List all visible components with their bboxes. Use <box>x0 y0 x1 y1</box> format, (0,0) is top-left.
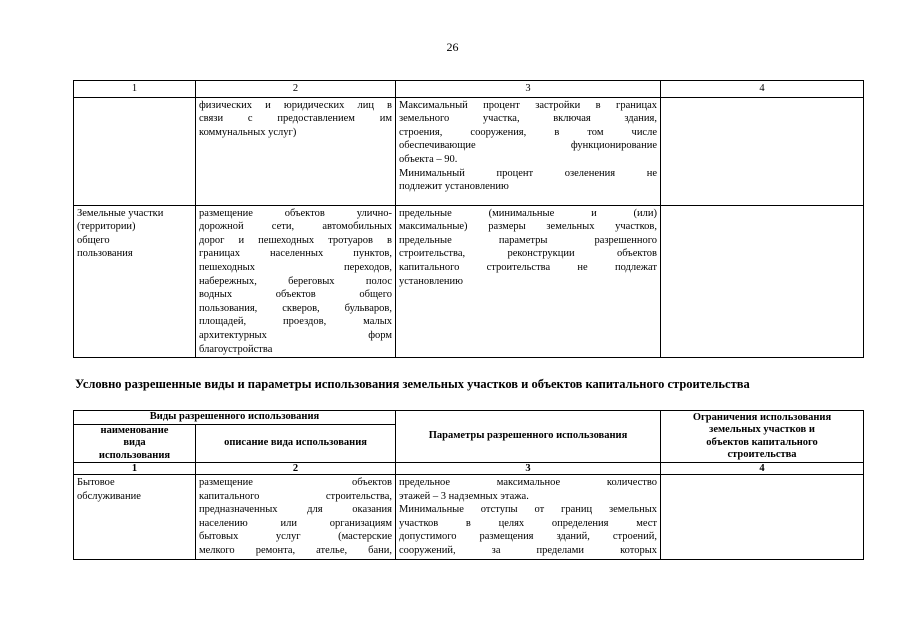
header-line: использования <box>98 449 171 461</box>
table-cell-restrictions <box>661 205 864 358</box>
permitted-uses-table <box>73 80 864 358</box>
cell-line: благоустройства <box>199 343 273 355</box>
table-cell-use-description <box>196 97 396 205</box>
cell-line: коммунальных услуг) <box>199 126 297 138</box>
table-cell-restrictions <box>661 97 864 205</box>
column-number-1: 1 <box>74 81 196 98</box>
cell-line: Максимальный процент застройки в границах <box>399 99 657 111</box>
cell-line: подлежит установлению <box>399 181 509 193</box>
column-number-3: 3 <box>396 463 661 475</box>
table-cell-restrictions <box>661 475 864 560</box>
table-cell-parameters <box>396 475 661 560</box>
table-cell-use-name <box>74 205 196 358</box>
cell-line: предназначенных для оказания <box>199 504 393 516</box>
cell-line: границах населенных пунктов, <box>199 248 392 260</box>
cell-line: Минимальный процент озеленения не <box>399 167 657 179</box>
cell-line: этажей – 3 надземных этажа. <box>399 490 529 502</box>
cell-line: общего <box>77 234 110 246</box>
cell-line: сооружений, за пределами которых <box>399 544 658 556</box>
cell-line: мелкого ремонта, ателье, бани, <box>199 544 393 556</box>
table-cell-use-name <box>74 97 196 205</box>
cell-line: предельное максимальное количество <box>399 477 658 488</box>
header-line: Ограничения использования <box>692 411 832 423</box>
column-numbers-row <box>74 463 864 475</box>
cell-line: (территории) <box>77 221 136 233</box>
table-cell-use-description <box>196 475 396 560</box>
cell-line: капитального строительства не подлежат <box>399 261 657 273</box>
column-number-2: 2 <box>196 81 396 98</box>
cell-line: дорожной сети, автомобильных <box>199 221 392 233</box>
cell-line: площадей, проездов, малых <box>199 316 392 328</box>
cell-line: обслуживание <box>77 490 141 502</box>
cell-line: строения, сооружения, в том числе <box>399 126 657 138</box>
table-row <box>74 97 864 205</box>
column-number-4: 4 <box>661 81 864 98</box>
cell-line: установлению <box>399 275 463 287</box>
cell-line: размещение объектов улично- <box>199 207 392 219</box>
cell-line: физических и юридических лиц в <box>199 99 392 111</box>
cell-line: участков в целях определения мест <box>399 517 658 529</box>
cell-line: дорог и пешеходных тротуаров в <box>199 234 392 246</box>
cell-line: пользования, скверов, бульваров, <box>199 302 392 314</box>
column-number-2: 2 <box>196 463 396 475</box>
cell-line: максимальные) размеры земельных участков, <box>399 221 657 233</box>
header-line: строительства <box>727 449 797 460</box>
table-header-row <box>74 411 864 425</box>
cell-line: Земельные участки <box>77 207 164 219</box>
cell-line: обеспечивающие функционирование <box>399 140 657 152</box>
header-line: наименование <box>100 424 169 436</box>
cell-line: населению или организациям <box>199 517 393 529</box>
section-title: Условно разрешенные виды и параметры использования земельных участков и объектов капитального строительства <box>75 377 750 391</box>
column-number-1: 1 <box>74 463 196 475</box>
cell-line: Бытовое <box>77 477 115 488</box>
header-line: земельных участков и <box>709 424 815 435</box>
table-row <box>74 205 864 358</box>
header-line: объектов капитального <box>706 436 818 448</box>
cell-line: земельного участка, включая здания, <box>399 113 657 125</box>
cell-line: архитектурных форм <box>199 329 392 341</box>
cell-line: предельные параметры разрешенного <box>399 234 657 246</box>
table-row <box>74 475 864 560</box>
header-parameters: Параметры разрешенного использования <box>396 411 661 463</box>
cell-line: допустимого размещения зданий, строений, <box>399 531 658 543</box>
cell-line: размещение объектов <box>199 477 393 488</box>
cell-line: капитального строительства, <box>199 490 393 502</box>
table-cell-use-name <box>74 475 196 560</box>
header-use-description: описание вида использования <box>196 424 396 463</box>
table-header-row <box>74 81 864 98</box>
header-use-name <box>74 424 196 463</box>
conditional-uses-table <box>73 410 864 560</box>
cell-line: связи с предоставлением им <box>199 113 392 125</box>
cell-line: пользования <box>77 248 133 260</box>
table-cell-parameters <box>396 205 661 358</box>
cell-line: Минимальные отступы от границ земельных <box>399 504 658 516</box>
cell-line: набережных, береговых полос <box>199 275 392 287</box>
cell-line: строительства, реконструкции объектов <box>399 248 657 260</box>
cell-line: предельные (минимальные и (или) <box>399 207 657 219</box>
header-line: вида <box>123 437 146 448</box>
cell-line: объекта – 90. <box>399 153 458 165</box>
group-header-permitted-uses: Виды разрешенного использования <box>74 411 396 425</box>
page-number: 26 <box>446 40 459 54</box>
cell-line: водных объектов общего <box>199 289 392 301</box>
column-number-3: 3 <box>396 81 661 98</box>
table-cell-parameters <box>396 97 661 205</box>
table-cell-use-description <box>196 205 396 358</box>
header-restrictions <box>661 411 864 463</box>
cell-line: бытовых услуг (мастерские <box>199 531 393 543</box>
column-number-4: 4 <box>661 463 864 475</box>
cell-line: пешеходных переходов, <box>199 261 392 273</box>
